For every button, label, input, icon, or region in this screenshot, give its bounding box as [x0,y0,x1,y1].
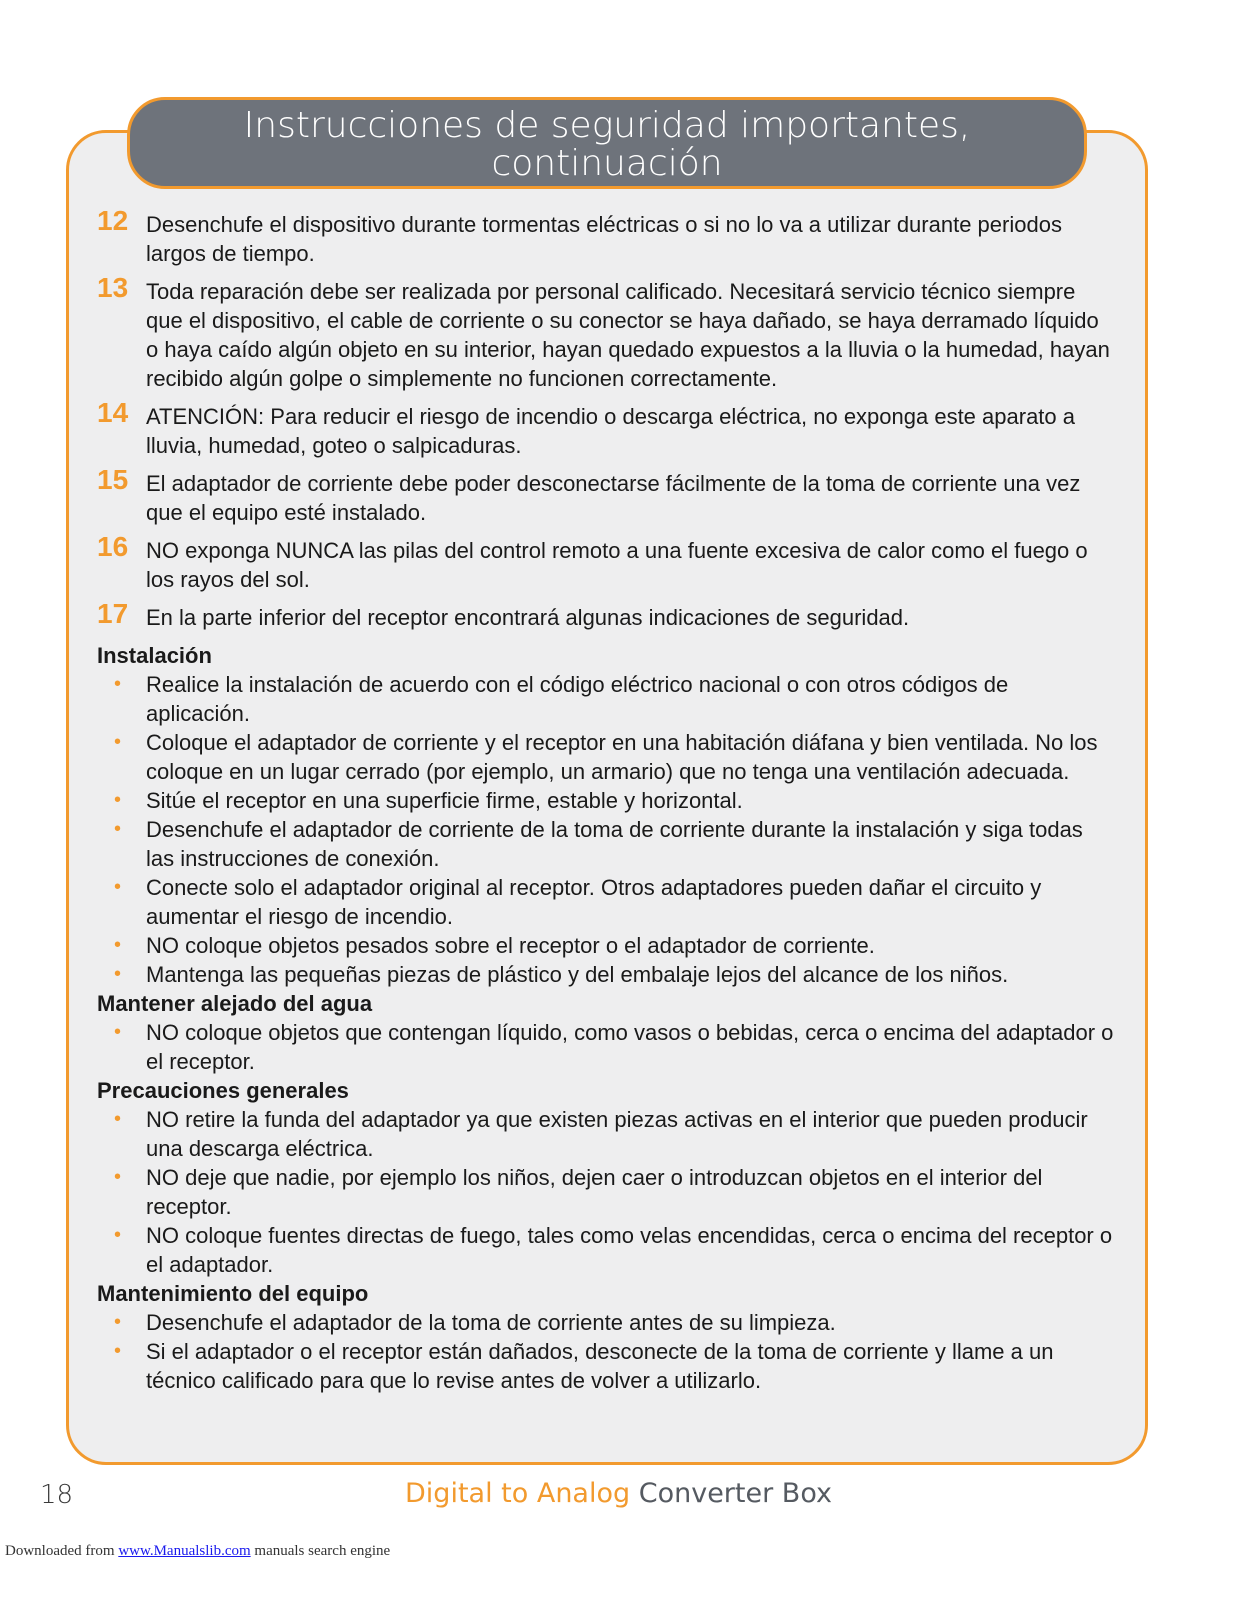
bullet-text: NO retire la funda del adaptador ya que existen piezas activas en el interior que pueden producir una descarga eléctrica. [146,1107,1088,1161]
bullet-text: Desenchufe el adaptador de la toma de corriente antes de su limpieza. [146,1310,836,1335]
page-title [127,97,1087,189]
bullet-item [97,931,1117,960]
section-general-precautions [97,1076,1117,1279]
item-text: ATENCIÓN: Para reducir el riesgo de incendio o descarga eléctrica, no exponga este aparato a lluvia, humedad, goteo o salpicaduras. [146,404,1075,458]
bullet-icon: • [114,673,122,695]
item-text: Desenchufe el dispositivo durante tormentas eléctricas o si no lo va a utilizar durante periodos largos de tiempo. [146,212,1062,266]
manualslib-link[interactable]: www.Manualslib.com [118,1543,251,1559]
numbered-item [97,598,1117,632]
bullet-icon: • [114,876,122,898]
section-heading: Mantener alejado del agua [97,991,373,1016]
bullet-text: NO deje que nadie, por ejemplo los niños, dejen caer o introduzcan objetos en el interior del receptor. [146,1165,1043,1219]
section-maintenance [97,1279,1117,1395]
bullet-text: Realice la instalación de acuerdo con el código eléctrico nacional o con otros códigos de aplicación. [146,672,1009,726]
item-text: Toda reparación debe ser realizada por personal calificado. Necesitará servicio técnico siempre que el dispositivo, el cable de corriente o su conector se haya dañado, se haya derramado líquido o haya caído algún objeto en su interior, hayan quedado expuestos a la lluvia o la humedad, hayan recibido algún golpe o simplemente no funcionen correctamente. [146,279,1110,391]
bullet-item [97,1018,1117,1076]
numbered-item [97,397,1117,460]
bullet-icon: • [114,731,122,753]
section-heading: Instalación [97,643,212,668]
bullet-item [97,1163,1117,1221]
page-title-line-2: continuación [491,143,723,184]
bullet-icon: • [114,1166,122,1188]
instructions-content [97,205,1117,1395]
bullet-icon: • [114,818,122,840]
bullet-icon: • [114,1224,122,1246]
bullet-icon: • [114,1311,122,1333]
numbered-item [97,531,1117,594]
section-heading: Mantenimiento del equipo [97,1281,369,1306]
bullet-text: NO coloque fuentes directas de fuego, tales como velas encendidas, cerca o encima del receptor o el adaptador. [146,1223,1113,1277]
bullet-text: Desenchufe el adaptador de corriente de la toma de corriente durante la instalación y siga todas las instrucciones de conexión. [146,817,1083,871]
footer-title-accent: Digital to Analog [405,1478,631,1509]
bullet-item [97,1105,1117,1163]
section-installation [97,641,1117,989]
section-water [97,989,1117,1076]
numbered-item [97,272,1117,393]
numbered-item [97,205,1117,268]
bullet-text: Coloque el adaptador de corriente y el receptor en una habitación diáfana y bien ventilada. No los coloque en un lugar cerrado (por ejemplo, un armario) que no tenga una ventilación adecuada. [146,730,1098,784]
item-text: En la parte inferior del receptor encontrará algunas indicaciones de seguridad. [146,605,910,630]
page-number: 18 [40,1480,74,1510]
bullet-icon: • [114,1108,122,1130]
bullet-icon: • [114,963,122,985]
bullet-icon: • [114,934,122,956]
numbered-list [97,205,1117,632]
bullet-item [97,1337,1117,1395]
bullet-item [97,670,1117,728]
page-title-line-1: Instrucciones de seguridad importantes, [243,105,971,146]
item-number: 17 [97,598,129,629]
item-number: 15 [97,464,129,495]
bullet-text: Conecte solo el adaptador original al receptor. Otros adaptadores pueden dañar el circuito y aumentar el riesgo de incendio. [146,875,1042,929]
item-number: 14 [97,397,129,428]
item-text: NO exponga NUNCA las pilas del control remoto a una fuente excesiva de calor como el fuego o los rayos del sol. [146,538,1088,592]
bullet-text: Si el adaptador o el receptor están dañados, desconecte de la toma de corriente y llame a un técnico calificado para que lo revise antes de volver a utilizarlo. [146,1339,1054,1393]
bullet-item [97,786,1117,815]
footer-title [0,1478,1237,1509]
bullet-icon: • [114,1021,122,1043]
item-number: 12 [97,205,129,236]
bullet-item [97,960,1117,989]
item-text: El adaptador de corriente debe poder desconectarse fácilmente de la toma de corriente una vez que el equipo esté instalado. [146,471,1081,525]
bullet-item [97,728,1117,786]
numbered-item [97,464,1117,527]
bullet-item [97,815,1117,873]
item-number: 16 [97,531,129,562]
item-number: 13 [97,272,129,303]
bullet-text: Sitúe el receptor en una superficie firme, estable y horizontal. [146,788,743,813]
bullet-item [97,1221,1117,1279]
section-heading: Precauciones generales [97,1078,349,1103]
bullet-icon: • [114,789,122,811]
bullet-text: NO coloque objetos que contengan líquido, como vasos o bebidas, cerca o encima del adaptador o el receptor. [146,1020,1114,1074]
bullet-icon: • [114,1340,122,1362]
download-prefix: Downloaded from [5,1543,115,1559]
bullet-item [97,873,1117,931]
bullet-text: Mantenga las pequeñas piezas de plástico y del embalaje lejos del alcance de los niños. [146,962,1009,987]
bullet-text: NO coloque objetos pesados sobre el receptor o el adaptador de corriente. [146,933,875,958]
footer-title-rest: Converter Box [638,1478,832,1509]
download-suffix: manuals search engine [254,1543,391,1559]
bullet-item [97,1308,1117,1337]
download-note [5,1543,390,1560]
